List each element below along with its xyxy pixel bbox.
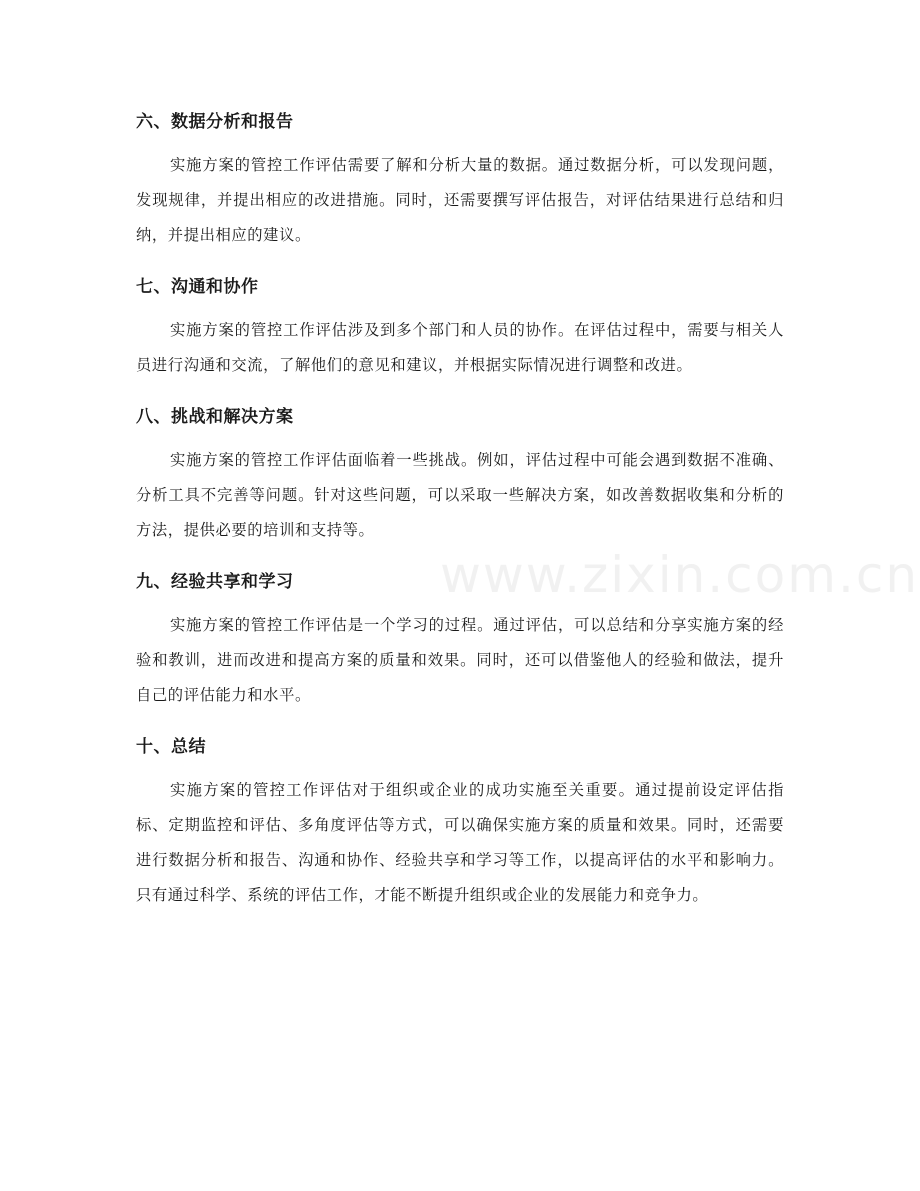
section-challenges: [136, 399, 784, 548]
section-paragraph: 实施方案的管控工作评估对于组织或企业的成功实施至关重要。通过提前设定评估指标、定期监控和评估、多角度评估等方式，可以确保实施方案的质量和效果。同时，还需要进行数据分析和报告、沟通和协作、经验共享和学习等工作，以提高评估的水平和影响力。只有通过科学、系统的评估工作，才能不断提升组织或企业的发展能力和竞争力。: [136, 781, 784, 904]
section-paragraph: 实施方案的管控工作评估涉及到多个部门和人员的协作。在评估过程中，需要与相关人员进行沟通和交流，了解他们的意见和建议，并根据实际情况进行调整和改进。: [136, 321, 784, 374]
section-paragraph: 实施方案的管控工作评估需要了解和分析大量的数据。通过数据分析，可以发现问题，发现规律，并提出相应的改进措施。同时，还需要撰写评估报告，对评估结果进行总结和归纳，并提出相应的建议。: [136, 156, 784, 244]
watermark: www.zixin.com.cn: [440, 546, 920, 604]
section-heading: 八、挑战和解决方案: [136, 407, 294, 427]
document-body: [136, 104, 784, 929]
section-paragraph: 实施方案的管控工作评估面临着一些挑战。例如，评估过程中可能会遇到数据不准确、分析工具不完善等问题。针对这些问题，可以采取一些解决方案，如改善数据收集和分析的方法，提供必要的培训和支持等。: [136, 451, 784, 539]
section-heading: 七、沟通和协作: [136, 277, 259, 297]
section-heading: 十、总结: [136, 737, 206, 757]
section-data-analysis: [136, 104, 784, 253]
section-communication: [136, 269, 784, 383]
section-heading: 六、数据分析和报告: [136, 112, 294, 132]
section-heading: 九、经验共享和学习: [136, 572, 294, 592]
section-paragraph: 实施方案的管控工作评估是一个学习的过程。通过评估，可以总结和分享实施方案的经验和教训，进而改进和提高方案的质量和效果。同时，还可以借鉴他人的经验和做法，提升自己的评估能力和水平。: [136, 616, 784, 704]
section-summary: [136, 729, 784, 913]
section-experience-sharing: [136, 564, 784, 713]
